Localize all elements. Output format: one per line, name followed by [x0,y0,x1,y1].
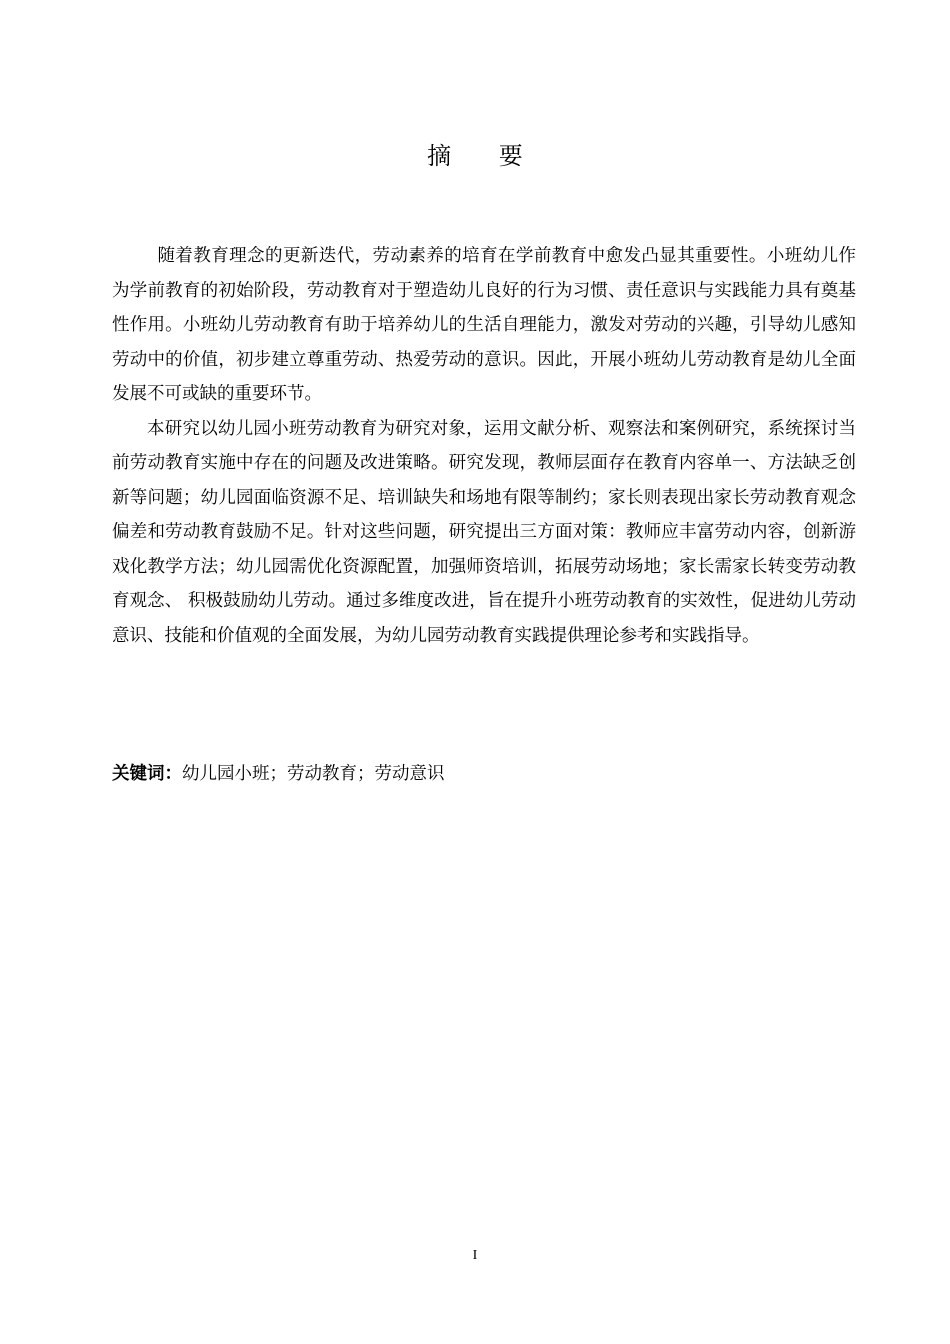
abstract-title: 摘 要 [427,142,543,171]
abstract-paragraph-1: 随着教育理念的更新迭代，劳动素养的培育在学前教育中愈发凸显其重要性。小班幼儿作为学前教育的初始阶段，劳动教育对于塑造幼儿良好的行为习惯、责任意识与实践能力具有奠基性作用。小班幼儿劳动教育有助于培养幼儿的生活自理能力，激发对劳动的兴趣，引导幼儿感知劳动中的价值，初步建立尊重劳动、热爱劳动的意识。因此，开展小班幼儿劳动教育是幼儿全面发展不可或缺的重要环节。 [112,246,856,404]
keywords-text: 幼儿园小班；劳动教育；劳动意识 [182,764,445,784]
keywords-label: 关键词： [112,764,182,784]
page-number: I [472,1248,478,1263]
abstract-body [112,239,856,653]
keywords-line [112,759,856,789]
abstract-paragraph-2: 本研究以幼儿园小班劳动教育为研究对象，运用文献分析、观察法和案例研究，系统探讨当前劳动教育实施中存在的问题及改进策略。研究发现，教师层面存在教育内容单一、方法缺乏创新等问题；幼儿园面临资源不足、培训缺失和场地有限等制约；家长则表现出家长劳动教育观念偏差和劳动教育鼓励不足。针对这些问题，研究提出三方面对策：教师应丰富劳动内容，创新游戏化教学方法；幼儿园需优化资源配置，加强师资培训，拓展劳动场地；家长需家长转变劳动教育观念、 积极鼓励幼儿劳动。通过多维度改进，旨在提升小班劳动教育的实效性，促进幼儿劳动意识、技能和价值观的全面发展，为幼儿园劳动教育实践提供理论参考和实践指导。 [112,418,856,646]
